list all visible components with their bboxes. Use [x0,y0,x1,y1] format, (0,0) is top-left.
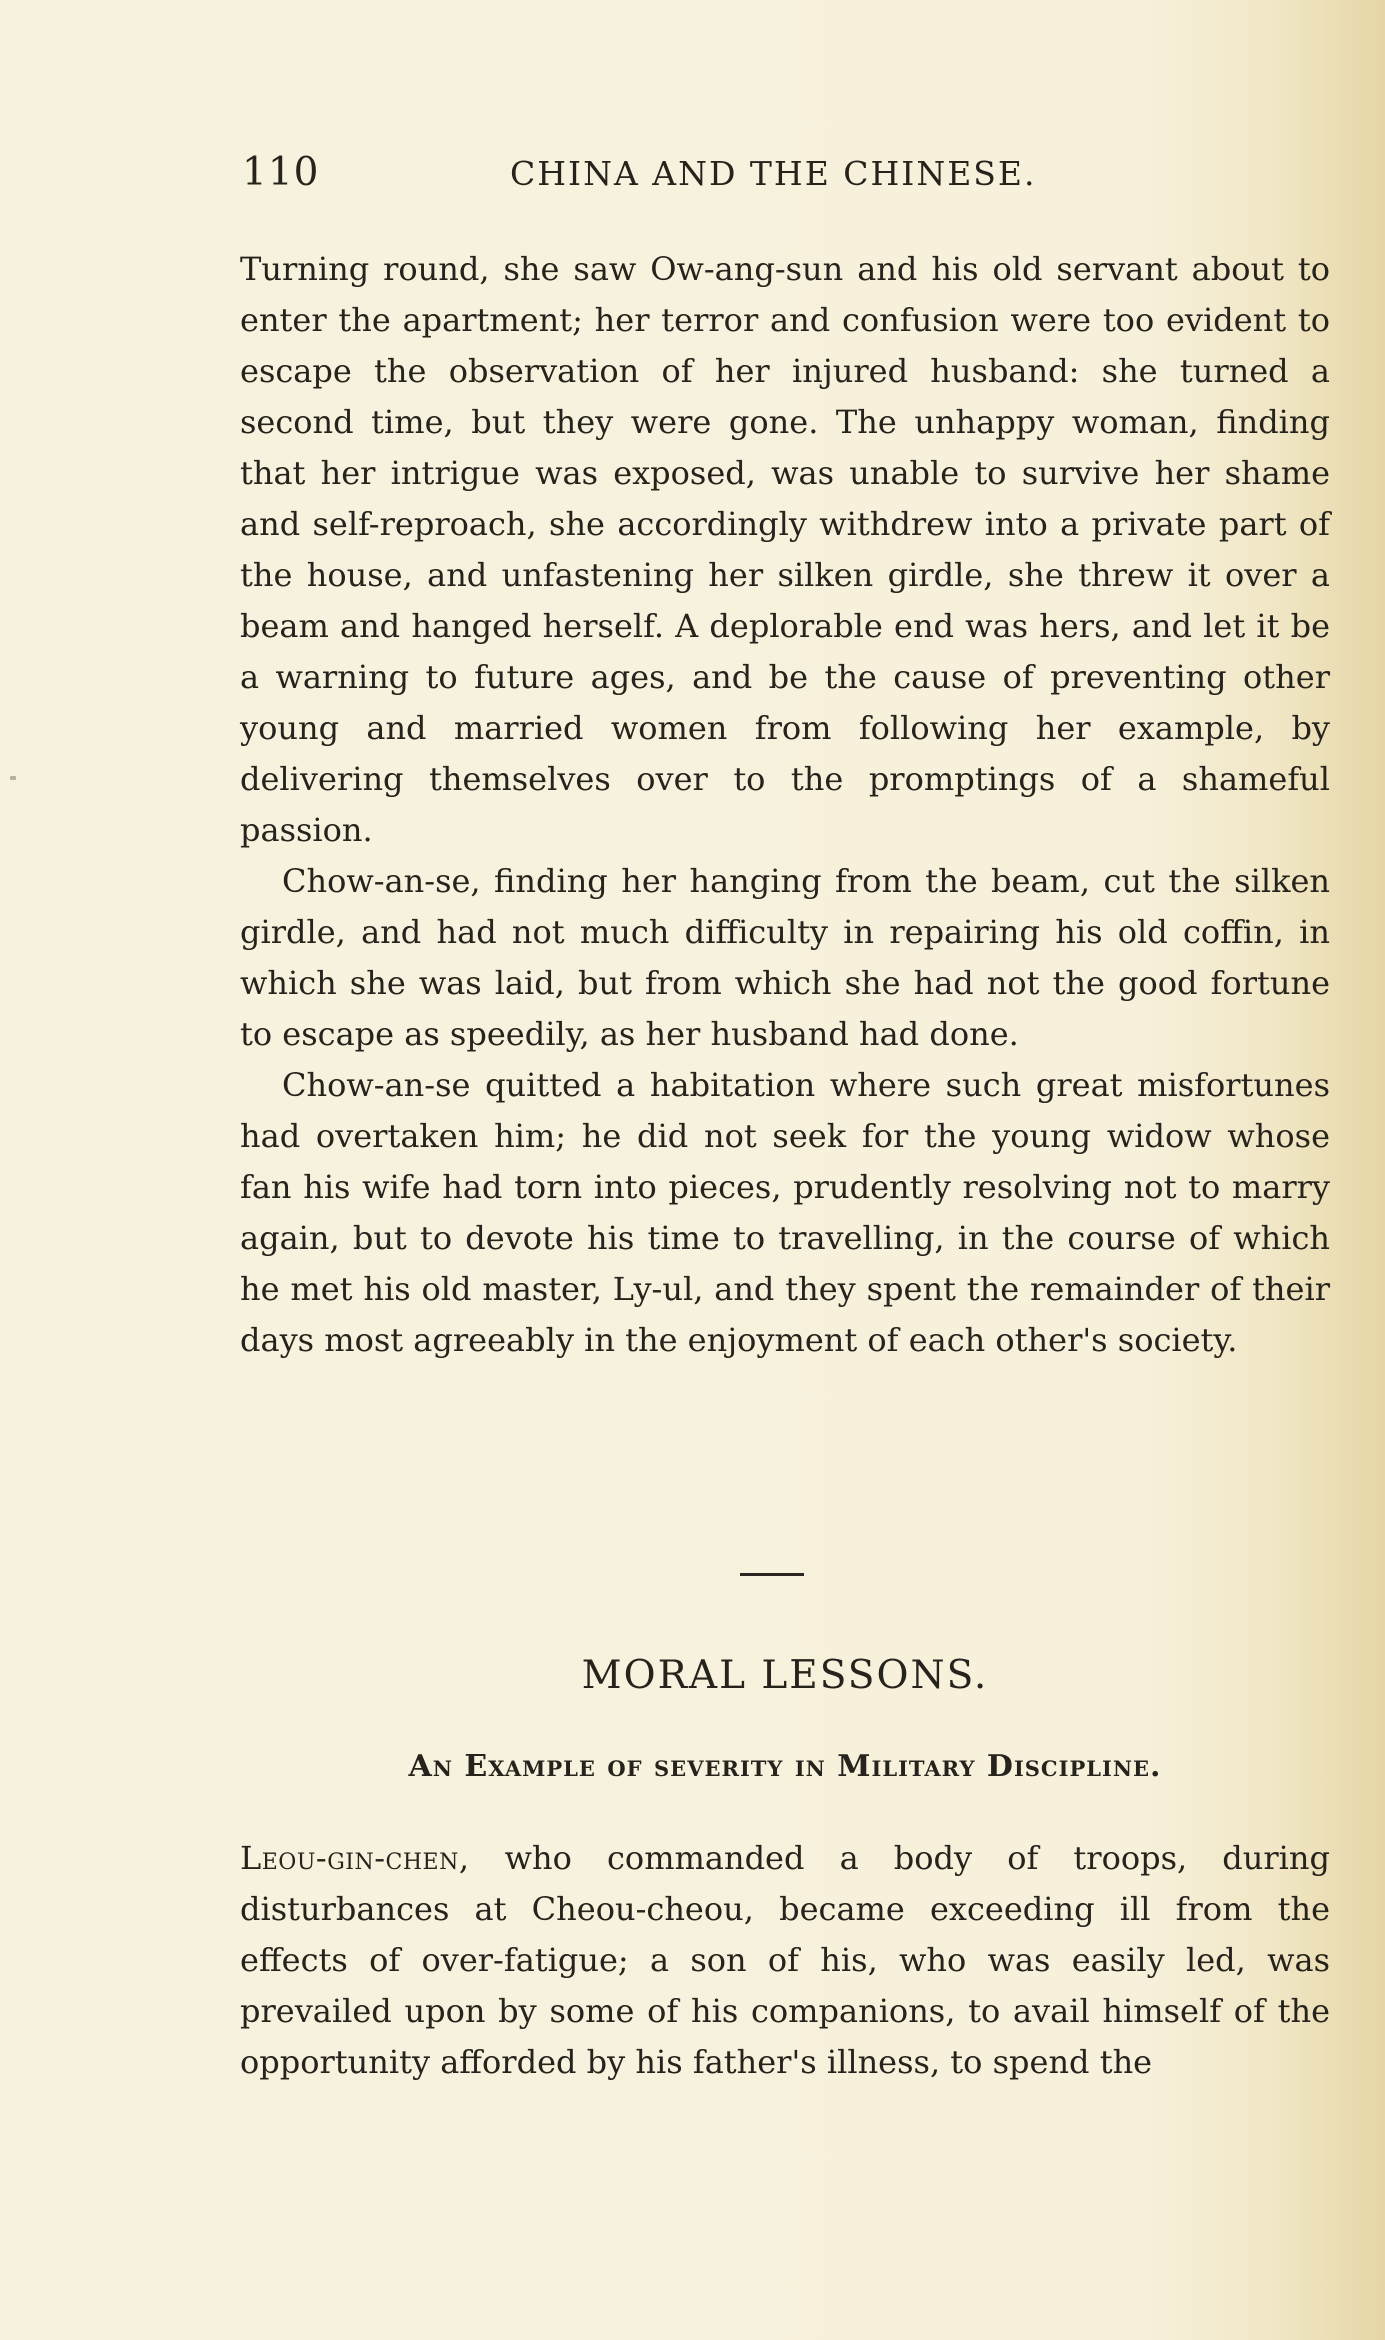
page-number: 110 [242,150,320,195]
lesson-lead-name: Leou-gin-chen, [240,1839,470,1877]
running-head [242,148,1072,198]
lesson-text [240,1833,1330,2088]
section-divider [740,1573,804,1576]
story-paragraph: Turning round, she saw Ow-ang-sun and his old servant about to enter the apartment; her terror and confusion were too evident to escape the observation of her injured husband: she turned a second time, but they were gone. The unhappy woman, finding that her intrigue was exposed, was unable to survive her shame and self-reproach, she accordingly withdrew into a private part of the house, and unfastening her silken girdle, she threw it over a beam and hanged herself. A deplorable end was hers, and let it be a warning to future ages, and be the cause of preventing other young and married women from following her example, by delivering themselves over to the promptings of a shameful passion. [240,250,1330,849]
margin-mark [10,776,16,780]
lesson-paragraph [240,1833,1330,2088]
story-text [240,244,1330,1366]
section-title: MORAL LESSONS. [581,1653,989,1698]
lesson-body: who commanded a body of troops, during disturbances at Cheou-cheou, became exceeding ill from the effects of over-fatigue; a son of his, who was easily led, was prevailed upon by some of his companions, to avail himself of the opportunity afforded by his father's illness, to spend the [240,1839,1330,2081]
story-paragraph: Chow-an-se quitted a habitation where such great misfortunes had overtaken him; he did not seek for the young widow whose fan his wife had torn into pieces, prudently resolving not to marry again, but to devote his time to travelling, in the course of which he met his old master, Ly-ul, and they spent the remainder of their days most agreeably in the enjoyment of each other's society. [240,1066,1330,1359]
section-subtitle: An Example of severity in Military Discipline. [408,1749,1162,1784]
story-paragraph: Chow-an-se, finding her hanging from the beam, cut the silken girdle, and had not much difficulty in repairing his old coffin, in which she was laid, but from which she had not the good fortune to escape as speedily, as her husband had done. [240,862,1330,1053]
running-title: CHINA AND THE CHINESE. [510,154,1037,193]
